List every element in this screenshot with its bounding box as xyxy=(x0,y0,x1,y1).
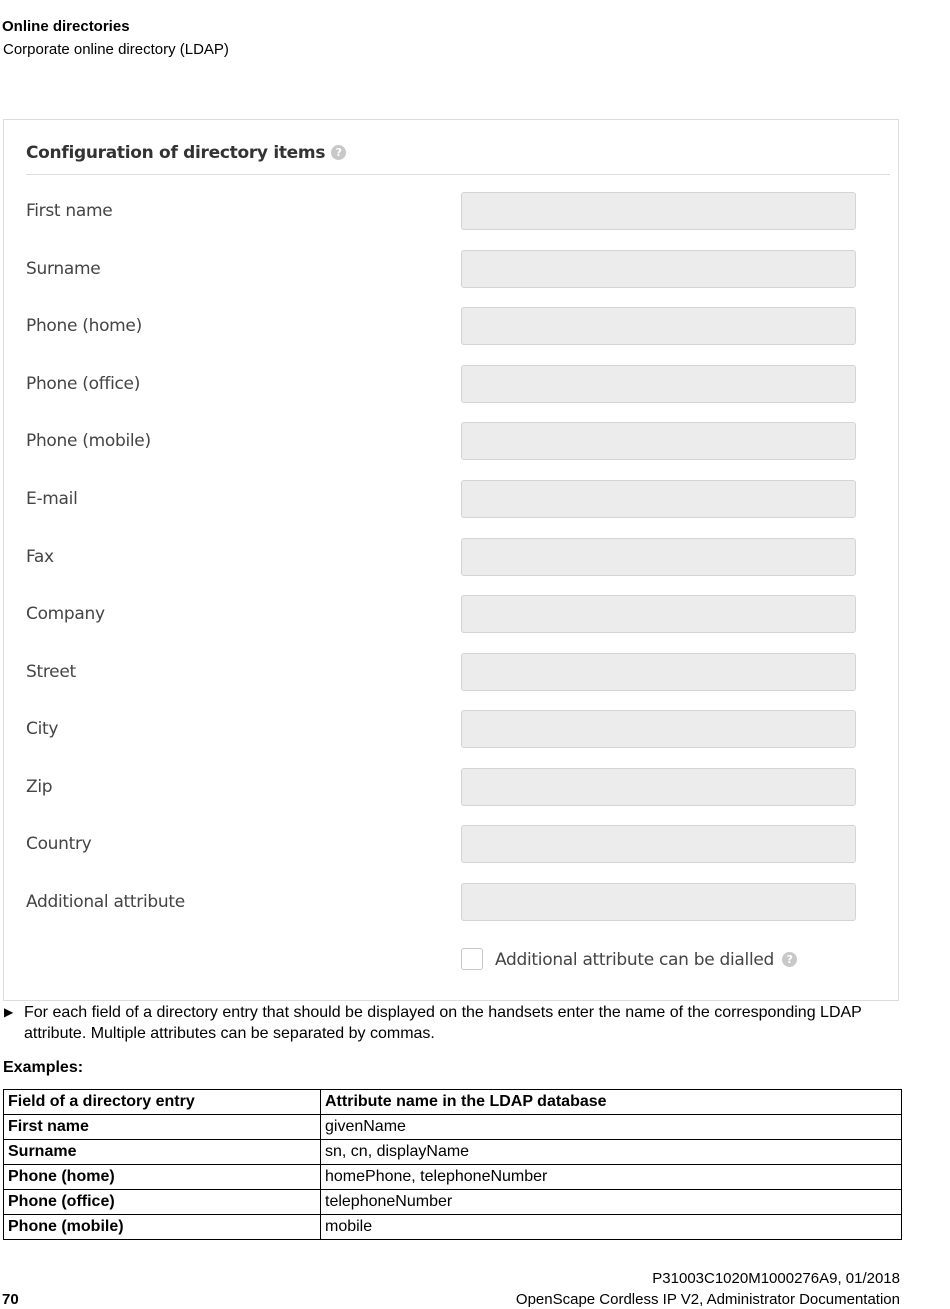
field-row-email xyxy=(4,480,898,518)
table-header-row xyxy=(4,1090,902,1115)
field-label-country: Country xyxy=(26,834,92,854)
field-row-first-name xyxy=(4,192,898,230)
table-cell: givenName xyxy=(321,1115,902,1140)
table-cell: Surname xyxy=(4,1140,321,1165)
bullet-arrow-icon: ▶ xyxy=(4,1005,14,1019)
street-input[interactable] xyxy=(461,653,856,691)
field-row-phone-mobile xyxy=(4,422,898,460)
field-row-surname xyxy=(4,250,898,288)
dialable-checkbox[interactable] xyxy=(461,948,483,970)
phone-mobile-input[interactable] xyxy=(461,422,856,460)
additional-attribute-input[interactable] xyxy=(461,883,856,921)
table-row xyxy=(4,1215,902,1240)
phone-office-input[interactable] xyxy=(461,365,856,403)
table-row xyxy=(4,1115,902,1140)
help-icon[interactable]: ? xyxy=(331,145,346,160)
company-input[interactable] xyxy=(461,595,856,633)
field-row-phone-office xyxy=(4,365,898,403)
field-label-email: E-mail xyxy=(26,489,78,509)
field-label-phone-home: Phone (home) xyxy=(26,316,142,336)
instruction-text: For each field of a directory entry that should be displayed on the handsets enter the name of the corresponding LDAP attribute. Multiple attributes can be separated by commas. xyxy=(24,1004,862,1042)
table-row xyxy=(4,1165,902,1190)
first-name-input[interactable] xyxy=(461,192,856,230)
field-label-phone-office: Phone (office) xyxy=(26,374,141,394)
table-header-cell: Field of a directory entry xyxy=(4,1090,321,1115)
footer-doc-title: OpenScape Cordless IP V2, Administrator Documentation xyxy=(515,1291,900,1308)
field-row-fax xyxy=(4,538,898,576)
config-panel xyxy=(3,119,899,1001)
table-header-cell: Attribute name in the LDAP database xyxy=(321,1090,902,1115)
table-cell: mobile xyxy=(321,1215,902,1240)
table-cell: homePhone, telephoneNumber xyxy=(321,1165,902,1190)
phone-home-input[interactable] xyxy=(461,307,856,345)
examples-heading: Examples: xyxy=(3,1059,84,1076)
field-label-additional-attribute: Additional attribute xyxy=(26,892,185,912)
table-row xyxy=(4,1190,902,1215)
table-cell: sn, cn, displayName xyxy=(321,1140,902,1165)
field-label-zip: Zip xyxy=(26,777,53,797)
footer-doc-id: P31003C1020M1000276A9, 01/2018 xyxy=(652,1270,900,1287)
section-title: Online directories xyxy=(2,18,130,35)
fax-input[interactable] xyxy=(461,538,856,576)
field-row-country xyxy=(4,825,898,863)
table-cell: First name xyxy=(4,1115,321,1140)
table-row xyxy=(4,1140,902,1165)
field-row-street xyxy=(4,653,898,691)
table-cell: Phone (home) xyxy=(4,1165,321,1190)
field-label-fax: Fax xyxy=(26,547,54,567)
page-number: 70 xyxy=(2,1291,19,1308)
city-input[interactable] xyxy=(461,710,856,748)
field-row-additional-attribute xyxy=(4,883,898,921)
field-row-company xyxy=(4,595,898,633)
section-subtitle: Corporate online directory (LDAP) xyxy=(3,41,229,58)
table-cell: Phone (mobile) xyxy=(4,1215,321,1240)
country-input[interactable] xyxy=(461,825,856,863)
table-cell: telephoneNumber xyxy=(321,1190,902,1215)
field-row-phone-home xyxy=(4,307,898,345)
field-label-first-name: First name xyxy=(26,201,113,221)
help-icon[interactable]: ? xyxy=(782,952,797,967)
table-cell: Phone (office) xyxy=(4,1190,321,1215)
panel-divider xyxy=(26,174,890,175)
email-input[interactable] xyxy=(461,480,856,518)
examples-table xyxy=(3,1089,902,1240)
dialable-checkbox-label: Additional attribute can be dialled ? xyxy=(495,950,797,970)
panel-title: Configuration of directory items ? xyxy=(26,143,346,163)
zip-input[interactable] xyxy=(461,768,856,806)
field-label-surname: Surname xyxy=(26,259,101,279)
field-label-city: City xyxy=(26,719,59,739)
field-row-zip xyxy=(4,768,898,806)
field-label-street: Street xyxy=(26,662,76,682)
field-label-company: Company xyxy=(26,604,105,624)
surname-input[interactable] xyxy=(461,250,856,288)
field-label-phone-mobile: Phone (mobile) xyxy=(26,431,151,451)
field-row-city xyxy=(4,710,898,748)
